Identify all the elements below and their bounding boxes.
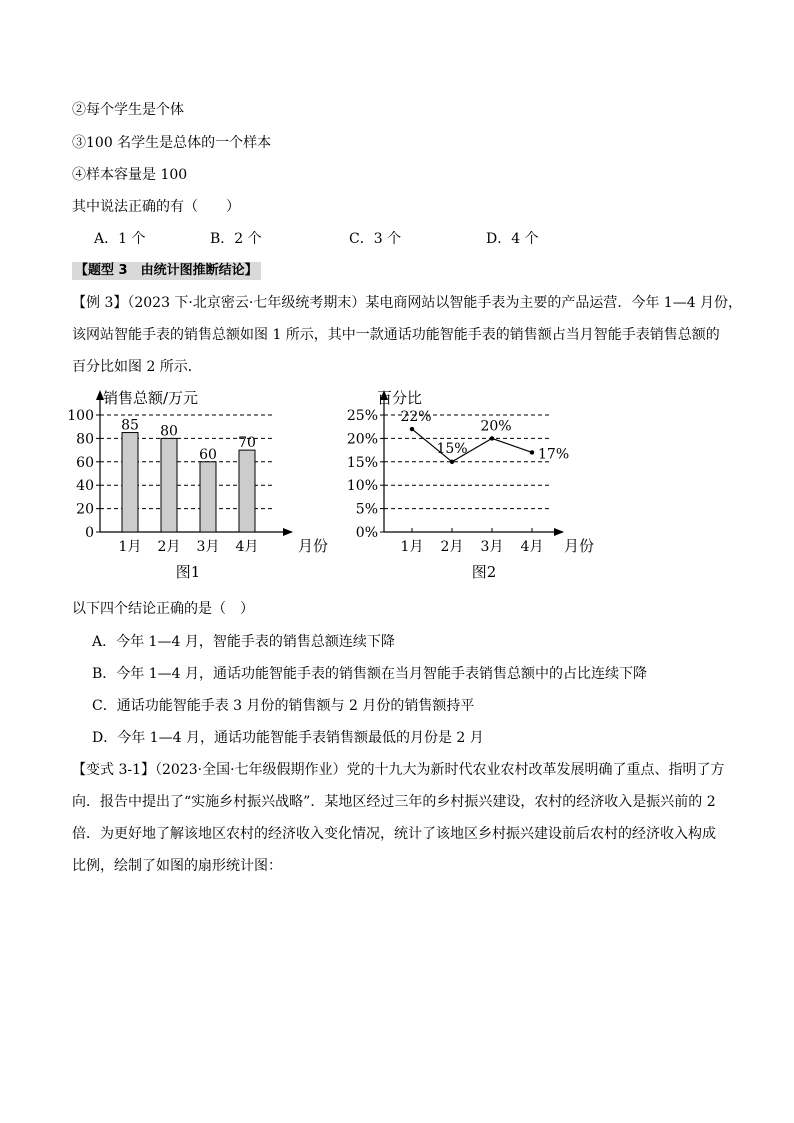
y-tick-label: 80 bbox=[76, 431, 94, 448]
y-tick-label: 0 bbox=[85, 525, 94, 541]
bar-value-label: 60 bbox=[199, 446, 217, 463]
bar-chart-figure-1 bbox=[60, 382, 350, 587]
example-option-a: A．今年 1—4 月，智能手表的销售总额连续下降 bbox=[92, 634, 395, 650]
example-option-b: B．今年 1—4 月，通话功能智能手表的销售额在当月智能手表销售总额中的占比连续下降 bbox=[92, 666, 648, 682]
y-tick-label: 40 bbox=[76, 478, 94, 495]
bar bbox=[161, 438, 177, 532]
bar bbox=[200, 462, 216, 532]
variant-line-2: 向．报告中提出了“实施乡村振兴战略”．某地区经过三年的乡村振兴建设，农村的经济收入是振兴前的 2 bbox=[72, 794, 716, 810]
question-stem: 其中说法正确的有（ ） bbox=[72, 199, 240, 215]
data-label: 20% bbox=[480, 418, 512, 435]
y-axis-title: 百分比 bbox=[377, 389, 423, 407]
statement-4: ④样本容量是 100 bbox=[72, 167, 188, 183]
y-tick-label: 20% bbox=[346, 431, 378, 448]
y-tick-label: 60 bbox=[76, 454, 94, 471]
x-axis-arrow bbox=[283, 528, 293, 536]
variant-line-1: 【变式 3-1】（2023·全国·七年级假期作业）党的十九大为新时代农业农村改革发展明确了重点、指明了方 bbox=[72, 762, 725, 778]
variant-line-3: 倍．为更好地了解该地区农村的经济收入变化情况，统计了该地区乡村振兴建设前后农村的经济收入构成 bbox=[72, 826, 716, 842]
data-label: 22% bbox=[400, 409, 432, 426]
q1-option-d: D．4 个 bbox=[486, 231, 539, 247]
data-point bbox=[410, 427, 414, 431]
bar-value-label: 85 bbox=[121, 417, 139, 434]
data-label: 15% bbox=[436, 440, 468, 457]
x-tick-label: 3月 bbox=[480, 539, 504, 555]
y-tick-label: 5% bbox=[355, 501, 378, 518]
variant-line-4: 比例，绘制了如图的扇形统计图： bbox=[72, 858, 282, 874]
q1-option-a: A．1 个 bbox=[94, 231, 146, 247]
figure-caption: 图2 bbox=[471, 563, 497, 581]
example-option-d: D．今年 1—4 月，通话功能智能手表销售额最低的月份是 2 月 bbox=[92, 730, 484, 746]
bar-value-label: 70 bbox=[238, 435, 256, 452]
data-point bbox=[450, 460, 454, 464]
y-tick-label: 10% bbox=[346, 478, 378, 495]
line-chart-figure-2 bbox=[338, 382, 608, 587]
statement-2: ②每个学生是个体 bbox=[72, 102, 184, 118]
data-point bbox=[530, 450, 534, 454]
bar bbox=[122, 433, 138, 532]
x-axis-arrow bbox=[554, 528, 564, 536]
x-tick-label: 1月 bbox=[118, 539, 142, 555]
statement-3: ③100 名学生是总体的一个样本 bbox=[72, 135, 272, 151]
bar-value-label: 80 bbox=[160, 423, 178, 440]
y-tick-label: 0% bbox=[355, 525, 378, 541]
x-axis-title: 月份 bbox=[298, 537, 329, 555]
example-prompt: 以下四个结论正确的是（ ） bbox=[72, 601, 254, 617]
y-tick-label: 15% bbox=[346, 454, 378, 471]
y-axis-title: 销售总额/万元 bbox=[103, 389, 199, 407]
series-line bbox=[412, 429, 532, 462]
x-tick-label: 3月 bbox=[196, 539, 220, 555]
x-tick-label: 2月 bbox=[157, 539, 181, 555]
y-tick-label: 25% bbox=[346, 408, 378, 424]
q1-option-b: B．2 个 bbox=[210, 231, 262, 247]
section-heading: 【题型 3 由统计图推断结论】 bbox=[72, 262, 261, 280]
example-option-c: C．通话功能智能手表 3 月份的销售额与 2 月份的销售额持平 bbox=[92, 698, 475, 714]
example-line-3: 百分比如图 2 所示． bbox=[72, 359, 202, 375]
x-tick-label: 4月 bbox=[235, 539, 259, 555]
example-line-1: 【例 3】（2023 下·北京密云·七年级统考期末）某电商网站以智能手表为主要的产品运营．今年 1—4 月份， bbox=[72, 295, 743, 311]
x-tick-label: 1月 bbox=[400, 539, 424, 555]
data-label: 17% bbox=[538, 446, 570, 463]
x-tick-label: 2月 bbox=[440, 539, 464, 555]
x-tick-label: 4月 bbox=[520, 539, 544, 555]
y-tick-label: 100 bbox=[67, 408, 94, 424]
data-point bbox=[490, 436, 494, 440]
example-line-2: 该网站智能手表的销售总额如图 1 所示，其中一款通话功能智能手表的销售额占当月智能手表销售总额的 bbox=[72, 327, 720, 343]
q1-option-c: C．3 个 bbox=[349, 231, 402, 247]
x-axis-title: 月份 bbox=[564, 537, 595, 555]
y-tick-label: 20 bbox=[76, 501, 94, 518]
figure-caption: 图1 bbox=[175, 563, 201, 581]
bar bbox=[239, 450, 255, 532]
